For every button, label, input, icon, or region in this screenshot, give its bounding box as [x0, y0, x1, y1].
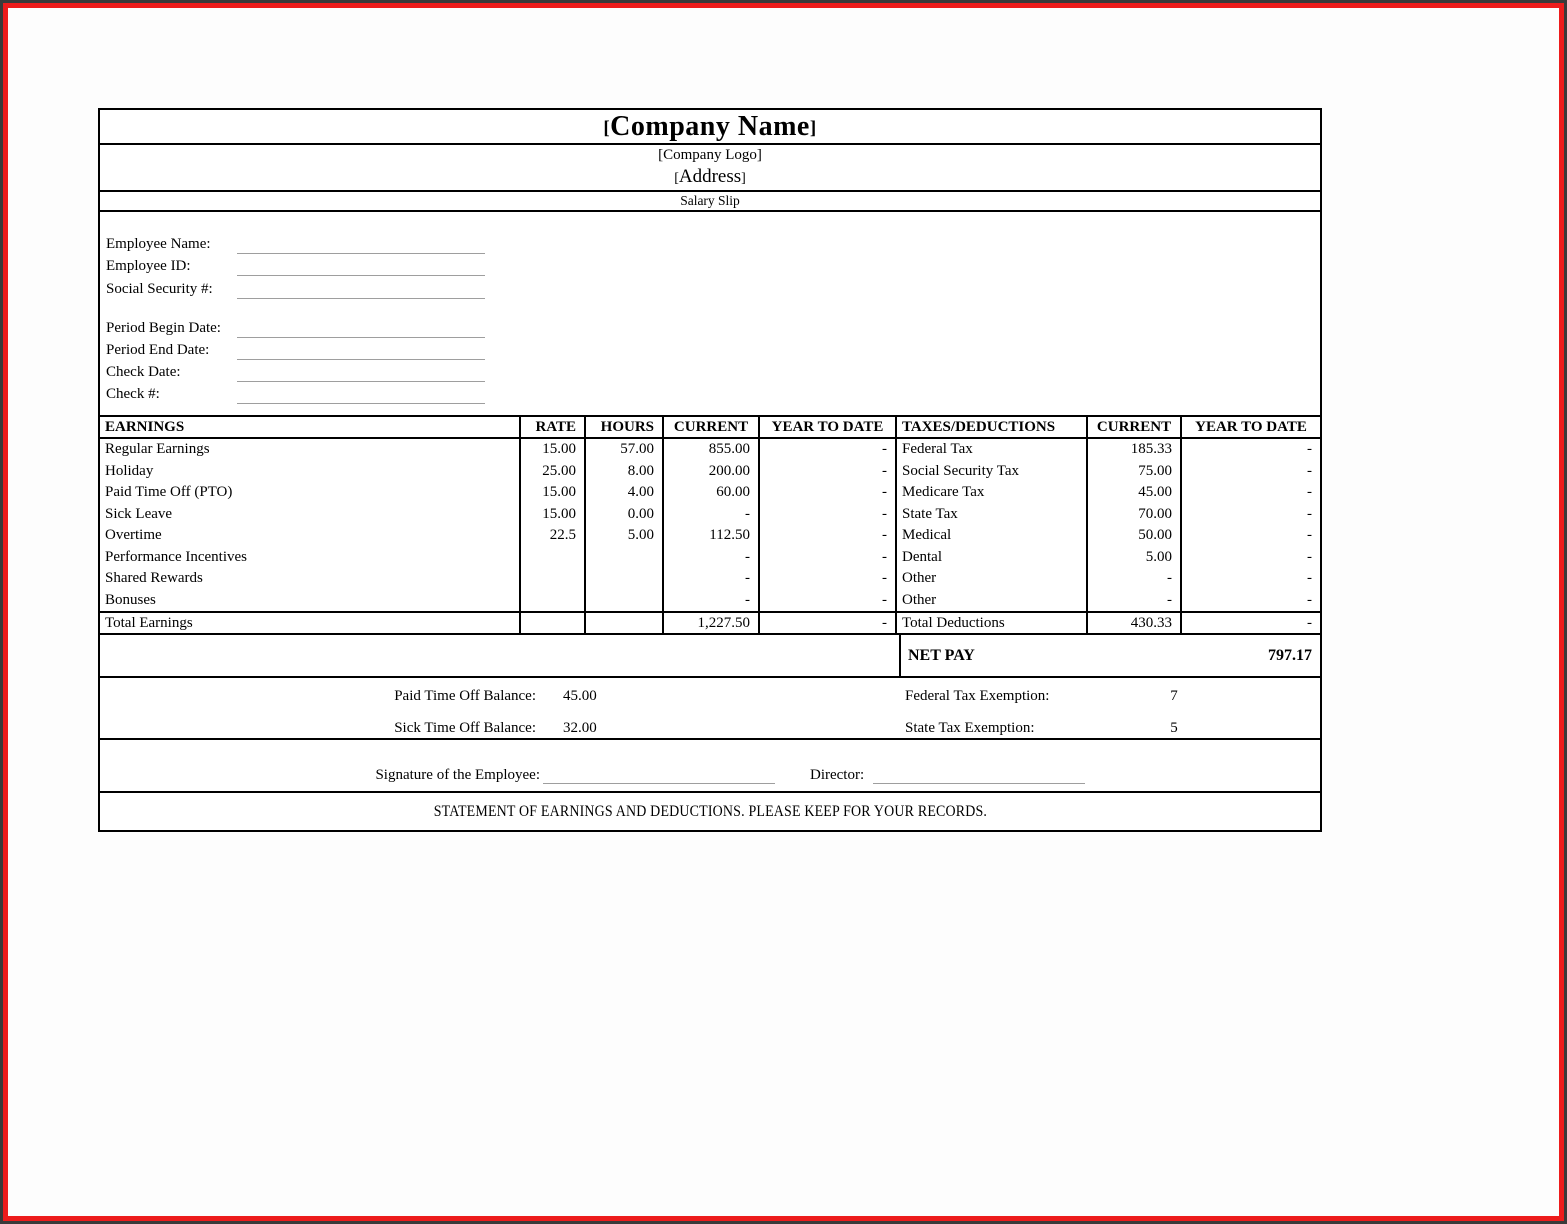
- hours-cell: [586, 590, 664, 612]
- ytd-cell: -: [760, 590, 897, 612]
- rate-cell: [521, 611, 586, 633]
- ytd-cell: -: [1307, 548, 1312, 565]
- earnings-row-label: Bonuses: [100, 590, 521, 612]
- address-placeholder: [674, 165, 746, 191]
- document-title: Salary Slip: [100, 192, 1320, 212]
- social-security-label: Social Security #:: [106, 281, 213, 297]
- rate-cell: 15.00: [521, 504, 586, 526]
- deduction-row-label: Social Security Tax: [897, 461, 1088, 483]
- director-signature-label: Director:: [810, 767, 865, 783]
- footer-statement: [100, 793, 1320, 830]
- current-header: CURRENT: [664, 417, 760, 439]
- employee-signature-field[interactable]: [543, 767, 775, 784]
- pto-balance-label: Paid Time Off Balance:: [394, 688, 536, 704]
- state-exemption-label: State Tax Exemption:: [905, 720, 1035, 736]
- earnings-row-label: Overtime: [100, 525, 521, 547]
- hours-cell: 5.00: [586, 525, 664, 547]
- total-deductions-label: Total Deductions: [897, 611, 1088, 633]
- balances-section: [100, 678, 1320, 740]
- current-cell: 50.00: [1088, 525, 1182, 547]
- earnings-deductions-table: [100, 417, 1320, 635]
- social-security-field[interactable]: [237, 281, 485, 299]
- check-date-label: Check Date:: [106, 364, 181, 380]
- ytd-cell: -: [760, 525, 897, 547]
- check-number-field[interactable]: [237, 386, 485, 404]
- rate-cell: [521, 568, 586, 590]
- hours-header: HOURS: [586, 417, 664, 439]
- hours-cell: [586, 611, 664, 633]
- earnings-row-label: Shared Rewards: [100, 568, 521, 590]
- deduction-row-label: Federal Tax: [897, 439, 1088, 461]
- company-name-text: Company Name: [610, 110, 810, 142]
- bracket-close: ]: [809, 117, 817, 139]
- ytd-cell: -: [1307, 505, 1312, 522]
- earnings-row-label: Holiday: [100, 461, 521, 483]
- earnings-row-label: Paid Time Off (PTO): [100, 482, 521, 504]
- bracket-close: ]: [741, 170, 746, 186]
- ytd-cell: -: [1307, 484, 1312, 501]
- company-logo-address-block: [100, 145, 1320, 192]
- deduction-row-label: Other: [897, 568, 1088, 590]
- rate-cell: 25.00: [521, 461, 586, 483]
- earnings-row-label: Regular Earnings: [100, 439, 521, 461]
- period-begin-date-label: Period Begin Date:: [106, 320, 221, 336]
- ytd-cell: -: [1307, 462, 1312, 479]
- net-pay-section: [100, 635, 1320, 678]
- period-end-date-label: Period End Date:: [106, 342, 210, 358]
- ytd-cell: -: [760, 504, 897, 526]
- ytd-cell: -: [1307, 441, 1312, 458]
- year-to-date-header: YEAR TO DATE: [760, 417, 897, 439]
- current-cell: 185.33: [1088, 439, 1182, 461]
- earnings-row-label: Performance Incentives: [100, 547, 521, 569]
- deduction-row-label: Dental: [897, 547, 1088, 569]
- current-cell: 75.00: [1088, 461, 1182, 483]
- earnings-header: EARNINGS: [100, 417, 521, 439]
- current-cell: 5.00: [1088, 547, 1182, 569]
- ytd-cell: -: [760, 439, 897, 461]
- ytd-cell: -: [1307, 591, 1312, 608]
- current-cell: -: [664, 590, 760, 612]
- salary-slip-document: [98, 108, 1322, 832]
- current-header: CURRENT: [1088, 417, 1182, 439]
- current-cell: 45.00: [1088, 482, 1182, 504]
- current-cell: 855.00: [664, 439, 760, 461]
- current-cell: 112.50: [664, 525, 760, 547]
- deduction-row-label: Medical: [897, 525, 1088, 547]
- federal-exemption-value: 7: [1170, 688, 1178, 704]
- pto-balance-value: 45.00: [563, 688, 597, 704]
- check-date-field[interactable]: [237, 364, 485, 382]
- ytd-cell: -: [760, 461, 897, 483]
- director-signature-field[interactable]: [873, 767, 1085, 784]
- address-text: Address: [678, 165, 742, 187]
- employee-signature-label: Signature of the Employee:: [375, 767, 540, 783]
- ytd-cell: -: [1307, 570, 1312, 587]
- sick-balance-value: 32.00: [563, 720, 597, 736]
- total-earnings-label: Total Earnings: [100, 611, 521, 633]
- employee-name-label: Employee Name:: [106, 236, 211, 252]
- current-cell: -: [1088, 590, 1182, 612]
- current-cell: 200.00: [664, 461, 760, 483]
- total-deductions-current: 430.33: [1088, 611, 1182, 633]
- current-cell: -: [664, 568, 760, 590]
- net-pay-value: 797.17: [1268, 646, 1312, 664]
- total-earnings-ytd: -: [760, 611, 897, 633]
- hours-cell: 0.00: [586, 504, 664, 526]
- rate-cell: 15.00: [521, 439, 586, 461]
- bracket-open: [: [674, 170, 679, 186]
- deduction-row-label: Medicare Tax: [897, 482, 1088, 504]
- hours-cell: [586, 568, 664, 590]
- current-cell: -: [664, 547, 760, 569]
- employee-id-field[interactable]: [237, 258, 485, 276]
- taxes-deductions-header: TAXES/DEDUCTIONS: [897, 417, 1088, 439]
- employee-info-section: [100, 212, 1320, 417]
- rate-cell: [521, 547, 586, 569]
- hours-cell: 8.00: [586, 461, 664, 483]
- total-deductions-ytd: -: [1182, 611, 1320, 633]
- current-cell: 60.00: [664, 482, 760, 504]
- current-cell: -: [1088, 568, 1182, 590]
- deduction-row-label: Other: [897, 590, 1088, 612]
- year-to-date-header: YEAR TO DATE: [1182, 417, 1320, 439]
- rate-cell: 15.00: [521, 482, 586, 504]
- bracket-open: [: [603, 117, 611, 139]
- footer-statement-text: STATEMENT OF EARNINGS AND DEDUCTIONS. PLEASE KEEP FOR YOUR RECORDS.: [433, 802, 987, 820]
- rate-header: RATE: [521, 417, 586, 439]
- hours-cell: [586, 547, 664, 569]
- check-number-label: Check #:: [106, 386, 160, 402]
- company-name-header: [100, 110, 1320, 145]
- net-pay-label: NET PAY: [908, 646, 975, 664]
- ytd-cell: -: [760, 482, 897, 504]
- current-cell: 70.00: [1088, 504, 1182, 526]
- rate-cell: [521, 590, 586, 612]
- net-pay-box: [899, 635, 1320, 676]
- earnings-row-label: Sick Leave: [100, 504, 521, 526]
- period-end-date-field[interactable]: [237, 342, 485, 360]
- company-logo-placeholder: [Company Logo]: [658, 146, 762, 163]
- current-cell: -: [664, 504, 760, 526]
- ytd-cell: -: [760, 547, 897, 569]
- ytd-cell: -: [1307, 527, 1312, 544]
- ytd-cell: -: [760, 568, 897, 590]
- deduction-row-label: State Tax: [897, 504, 1088, 526]
- signature-section: [100, 740, 1320, 793]
- total-earnings-current: 1,227.50: [664, 611, 760, 633]
- hours-cell: 4.00: [586, 482, 664, 504]
- rate-cell: 22.5: [521, 525, 586, 547]
- period-begin-date-field[interactable]: [237, 320, 485, 338]
- hours-cell: 57.00: [586, 439, 664, 461]
- sick-balance-label: Sick Time Off Balance:: [394, 720, 536, 736]
- federal-exemption-label: Federal Tax Exemption:: [905, 688, 1050, 704]
- state-exemption-value: 5: [1170, 720, 1178, 736]
- employee-id-label: Employee ID:: [106, 258, 191, 274]
- employee-name-field[interactable]: [237, 236, 485, 254]
